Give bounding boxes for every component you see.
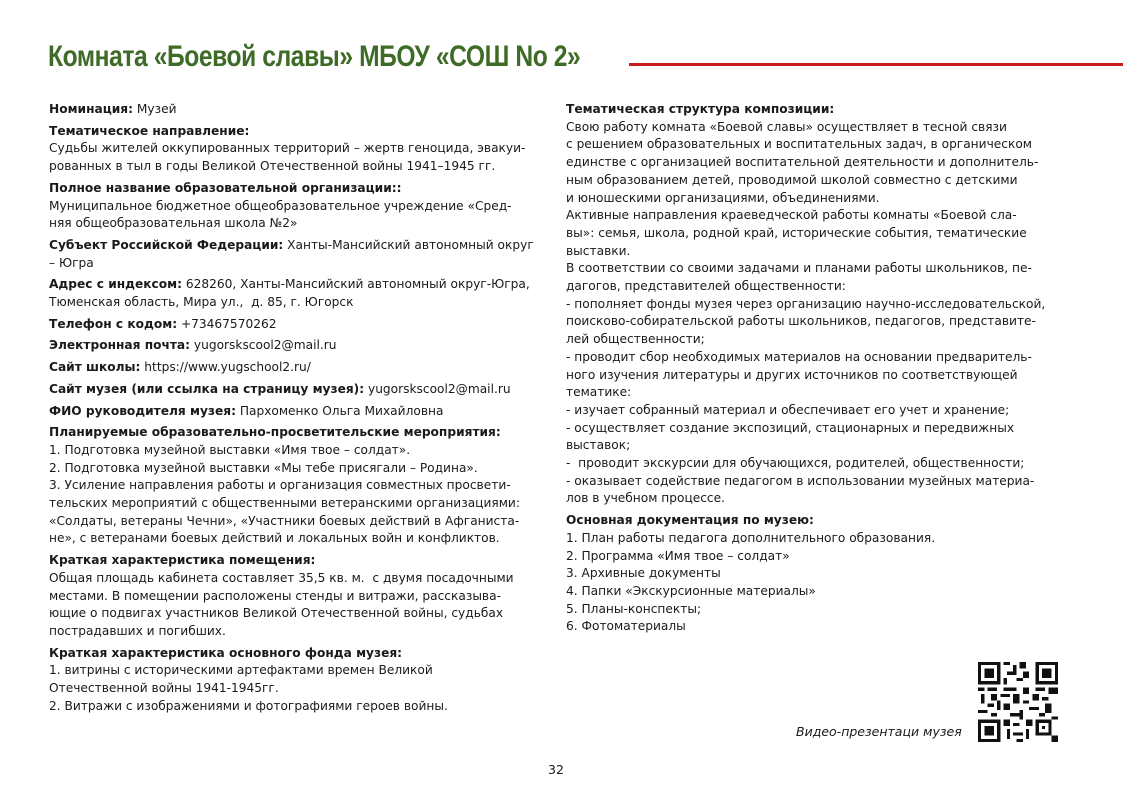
field-label: Телефон с кодом: xyxy=(49,316,178,331)
list-item: 3. Усиление направления работы и организация совместных просвети- xyxy=(49,478,511,493)
phone-field xyxy=(49,316,554,334)
field-label: Полное название образовательной организации:: xyxy=(49,180,402,195)
school-site-field xyxy=(49,359,554,377)
field-line: няя общеобразовательная школа №2» xyxy=(49,216,298,231)
field-line: В соответствии со своими задачами и планами работы школьников, пе- xyxy=(566,261,1032,276)
field-line: – Югра xyxy=(49,255,94,270)
field-line: Муниципальное бюджетное общеобразовательное учреждение «Сред- xyxy=(49,198,512,213)
structure-field xyxy=(566,101,1076,508)
left-column xyxy=(49,101,554,720)
field-line: ного изучения литературы и других источников по соответствующей xyxy=(566,367,1018,382)
field-label: Планируемые образовательно-просветительские мероприятия: xyxy=(49,425,501,440)
field-label: Краткая характеристика помещения: xyxy=(49,553,316,568)
field-label: Номинация: xyxy=(49,102,133,116)
title-divider xyxy=(629,63,1123,66)
field-label: Субъект Российской Федерации: xyxy=(49,237,284,252)
nomination-field xyxy=(49,101,554,119)
field-line: дагогов, представителей общественности: xyxy=(566,279,846,294)
list-item: 2. Подготовка музейной выставки «Мы тебе присягали – Родина». xyxy=(49,460,478,475)
field-line: - проводит сбор необходимых материалов на основании предваритель- xyxy=(566,349,1032,364)
list-item: не», с ветеранами боевых действий и локальных войн и конфликтов. xyxy=(49,531,500,546)
list-item: 5. Планы-конспекты; xyxy=(566,601,702,616)
list-item: Отечественной войны 1941-1945гг. xyxy=(49,681,279,696)
field-line: пострадавших и погибших. xyxy=(49,623,226,638)
list-item: тельских мероприятий с общественными ветеранскими организациями: xyxy=(49,496,520,511)
field-line: поисково-собирательской работы школьников, педагогов, представите- xyxy=(566,314,1036,329)
qr-caption: Видео-презентаци музея xyxy=(796,724,962,739)
fund-field xyxy=(49,645,554,716)
list-item: «Солдаты, ветераны Чечни», «Участники боевых действий в Афганиста- xyxy=(49,513,520,528)
organization-field xyxy=(49,180,554,233)
field-line: Судьбы жителей оккупированных территорий – жертв геноцида, эвакуи- xyxy=(49,141,526,156)
list-item: 3. Архивные документы xyxy=(566,566,721,581)
list-item: 1. Подготовка музейной выставки «Имя твое – солдат». xyxy=(49,442,411,457)
address-field xyxy=(49,276,554,311)
field-line: - оказывает содействие педагогом в использовании музейных материа- xyxy=(566,473,1035,488)
field-label: Основная документация по музею: xyxy=(566,513,814,528)
documentation-field xyxy=(566,512,1076,636)
field-line: местами. В помещении расположены стенды и витражи, рассказыва- xyxy=(49,588,501,603)
field-line: - проводит экскурсии для обучающихся, родителей, общественности; xyxy=(566,456,1025,471)
email-field xyxy=(49,337,554,355)
field-label: Сайт школы: xyxy=(49,360,141,375)
field-line: единстве с организацией воспитательной деятельности и дополнитель- xyxy=(566,155,1039,170)
field-line: - осуществляет создание экспозиций, стационарных и передвижных xyxy=(566,420,1015,435)
theme-field xyxy=(49,123,554,176)
field-label: Сайт музея (или ссылка на страницу музея): xyxy=(49,381,365,396)
field-value: Ханты-Мансийский автономный округ xyxy=(283,237,534,252)
field-line: Тюменская область, Мира ул., д. 85, г. Югорск xyxy=(49,295,354,310)
field-line: с решением образовательных и воспитательных задач, в органическом xyxy=(566,137,1032,152)
field-line: Общая площадь кабинета составляет 35,5 кв. м. с двумя посадочными xyxy=(49,570,514,585)
list-item: 1. План работы педагога дополнительного образования. xyxy=(566,530,936,545)
room-field xyxy=(49,552,554,641)
subject-field xyxy=(49,237,554,272)
email-link[interactable]: yugorskscool2@mail.ru xyxy=(190,338,337,353)
field-line: Свою работу комната «Боевой славы» осуществляет в тесной связи xyxy=(566,119,1007,134)
field-value: Пархоменко Ольга Михайловна xyxy=(235,403,444,418)
field-value: Музей xyxy=(133,102,177,116)
qr-code-icon[interactable] xyxy=(978,662,1058,742)
field-line: Активные направления краеведческой работы комнаты «Боевой сла- xyxy=(566,208,1017,223)
field-label: Краткая характеристика основного фонда музея: xyxy=(49,645,403,660)
field-line: рованных в тыл в годы Великой Отечественной войны 1941–1945 гг. xyxy=(49,159,496,174)
list-item: 2. Программа «Имя твое – солдат» xyxy=(566,548,790,563)
field-line: и юношескими организациями, объединениями. xyxy=(566,190,880,205)
page-number: 32 xyxy=(548,762,564,777)
museum-site-field xyxy=(49,381,554,399)
field-line: ющие о подвигах участников Великой Отечественной войны, судьбах xyxy=(49,606,504,621)
list-item: 6. Фотоматериалы xyxy=(566,619,686,634)
field-line: выставки. xyxy=(566,243,631,258)
field-value: 628260, Ханты-Мансийский автономный округ-Югра, xyxy=(181,277,530,292)
list-item: 4. Папки «Экскурсионные материалы» xyxy=(566,583,816,598)
list-item: 1. витрины с историческими артефактами времен Великой xyxy=(49,663,433,678)
right-column xyxy=(566,101,1076,640)
list-item: 2. Витражи с изображениями и фотографиями героев войны. xyxy=(49,698,448,713)
field-line: выставок; xyxy=(566,438,631,453)
field-label: Тематическая структура композиции: xyxy=(566,102,835,116)
museum-site-link[interactable]: yugorskscool2@mail.ru xyxy=(364,381,511,396)
field-line: лей общественности; xyxy=(566,332,705,347)
field-label: ФИО руководителя музея: xyxy=(49,403,236,418)
field-line: вы»: семья, школа, родной край, исторические события, тематические xyxy=(566,225,1027,240)
field-line: тематике: xyxy=(566,385,632,400)
page-title: Комната «Боевой славы» МБОУ «СОШ No 2» xyxy=(48,40,581,73)
field-value: +73467570262 xyxy=(177,316,277,331)
field-label: Тематическое направление: xyxy=(49,123,250,138)
events-field xyxy=(49,424,554,548)
field-label: Адрес с индексом: xyxy=(49,277,182,292)
field-line: лов в учебном процессе. xyxy=(566,491,726,506)
field-line: ным образованием детей, проводимой школой совместно с детскими xyxy=(566,172,1018,187)
field-label: Электронная почта: xyxy=(49,338,191,353)
field-line: - пополняет фонды музея через организацию научно-исследовательской, xyxy=(566,296,1046,311)
field-line: - изучает собранный материал и обеспечивает его учет и хранение; xyxy=(566,402,1010,417)
school-site-link[interactable]: https://www.yugschool2.ru/ xyxy=(140,360,311,375)
head-field xyxy=(49,403,554,421)
